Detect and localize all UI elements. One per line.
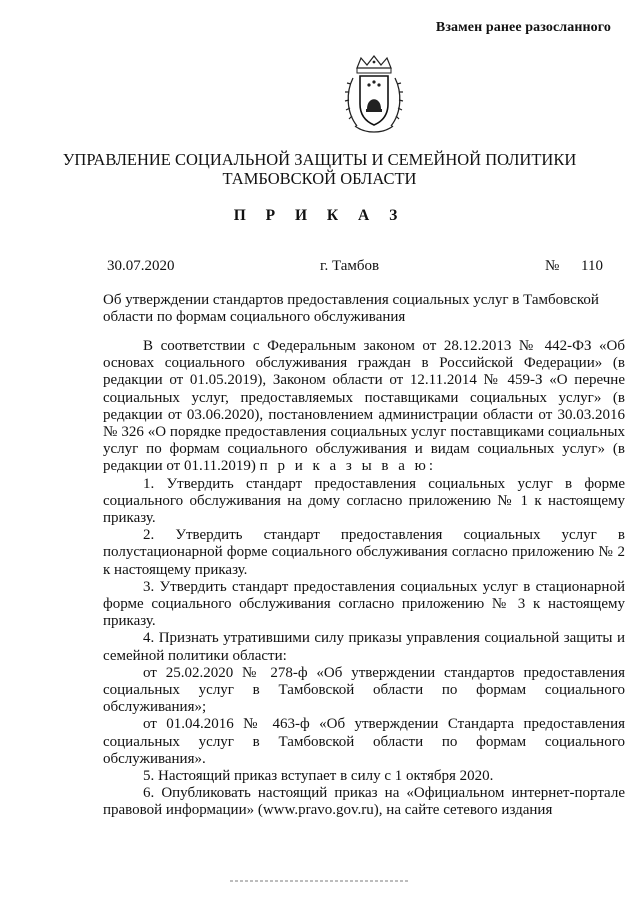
document-city: г. Тамбов bbox=[320, 258, 380, 274]
item-4: 4. Признать утратившими силу приказы управления социальной защиты и семейной политики области: bbox=[103, 630, 625, 664]
stamp-replaces-previous: Взамен ранее разосланного bbox=[435, 20, 611, 35]
organization-name-line2: ТАМБОВСКОЙ ОБЛАСТИ bbox=[222, 169, 417, 188]
item-5: 5. Настоящий приказ вступает в силу с 1 октября 2020. bbox=[143, 768, 494, 785]
preamble-paragraph bbox=[103, 338, 625, 476]
order-word: п р и к а з ы в а ю: bbox=[259, 458, 437, 475]
preamble-text: В соответствии с Федеральным законом от 28.12.2013 № 442-ФЗ «Об основах социального обслуживания граждан в Российской Федерации» (в редакции от 01.05.2019), Законом области от 12.11.2014 № 459-З «О перечне социальных услуг, предоставляемых поставщиками социальных услуг» (в редакции от 03.06.2020), постановлением администрации области от 30.03.2016 № 326 «О порядке предоставления социальных услуг поставщиками социальных услуг по формам социального обслуживания и видам социальных услуг» (в редакции от 01.11.2019) bbox=[103, 338, 625, 475]
tambov-coat-of-arms-icon bbox=[343, 54, 405, 136]
item-3: 3. Утвердить стандарт предоставления социальных услуг в стационарной форме социального обслуживания согласно приложению № 3 к настоящему приказу. bbox=[103, 578, 625, 630]
number-sign: № bbox=[545, 258, 560, 274]
item-1: 1. Утвердить стандарт предоставления социальных услуг в форме социального обслуживания на дому согласно приложению № 1 к настоящему приказу. bbox=[103, 475, 625, 527]
scan-artifact-line bbox=[230, 880, 410, 882]
document-type-title: П Р И К А З bbox=[233, 207, 406, 224]
document-subject: Об утверждении стандартов предоставления социальных услуг в Тамбовской области по формам социального обслуживания bbox=[103, 292, 599, 325]
organization-name-line1: УПРАВЛЕНИЕ СОЦИАЛЬНОЙ ЗАЩИТЫ И СЕМЕЙНОЙ ПОЛИТИКИ bbox=[62, 150, 577, 169]
document-date: 30.07.2020 bbox=[107, 258, 175, 274]
item-4-sub-2: от 01.04.2016 № 463-ф «Об утверждении Стандарта предоставления социальных услуг в Тамбовской области по формам социального обслуживания». bbox=[103, 716, 625, 767]
document-body bbox=[103, 338, 625, 820]
item-6: 6. Опубликовать настоящий приказ на «Официальном интернет-портале правовой информации» (www.pravo.gov.ru), на сайте сетевого издания bbox=[103, 785, 625, 819]
item-4-sub-1: от 25.02.2020 № 278-ф «Об утверждении стандартов предоставления социальных услуг в Тамбовской области по формам социального обслуживания»; bbox=[103, 664, 625, 716]
document-number: 110 bbox=[581, 258, 603, 274]
item-2: 2. Утвердить стандарт предоставления социальных услуг в полустационарной форме социального обслуживания согласно приложению № 2 к настоящему приказу. bbox=[103, 527, 625, 578]
